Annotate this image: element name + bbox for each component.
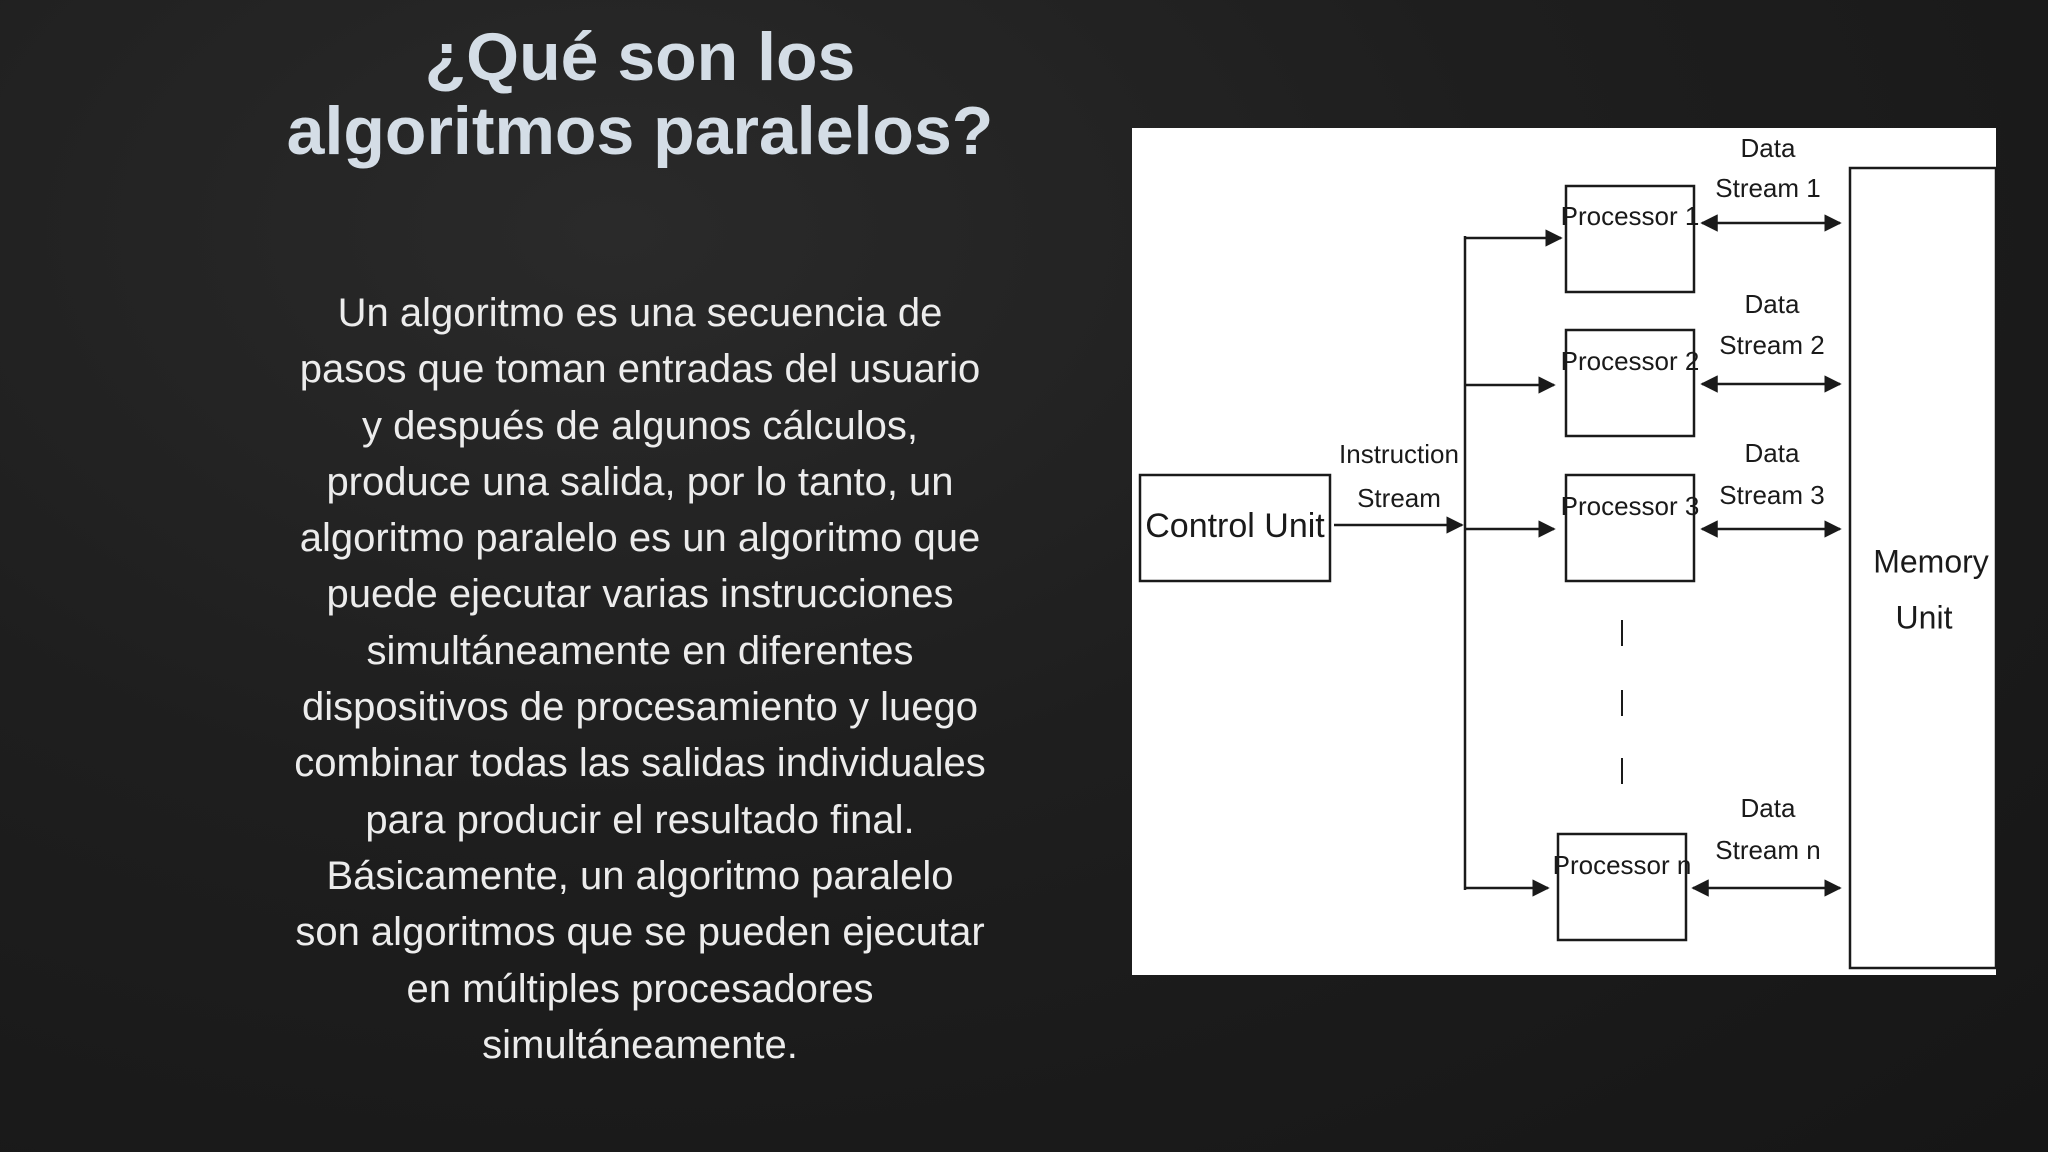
data-stream-3-label: Stream 3: [1719, 479, 1825, 510]
memory-unit-label: Memory: [1873, 543, 1989, 580]
data-stream-1-label: Data: [1740, 132, 1796, 163]
data-stream-n-label: Stream n: [1715, 834, 1821, 865]
processor-n-label: Processor n: [1552, 849, 1692, 880]
data-stream-2-label: Stream 2: [1719, 329, 1825, 360]
data-stream-3-label: Data: [1744, 437, 1800, 468]
body-line: pasos que toman entradas del usuario: [299, 347, 981, 392]
body-line: Básicamente, un algoritmo paralelo: [326, 853, 954, 898]
parallel-architecture-diagram: [1132, 128, 1996, 975]
control-unit-label: Control Unit: [1145, 506, 1325, 545]
slide-title: [240, 20, 1040, 168]
body-line: algoritmo paralelo es un algoritmo que: [299, 516, 981, 561]
body-line: en múltiples procesadores: [406, 966, 874, 1011]
data-stream-2-label: Data: [1744, 288, 1800, 319]
body-line: puede ejecutar varias instrucciones: [326, 572, 954, 617]
memory-unit-label: Unit: [1895, 599, 1953, 636]
title-line: ¿Qué son los: [424, 19, 856, 95]
body-line: simultáneamente.: [482, 1022, 798, 1067]
diagram-svg: [1132, 128, 1996, 975]
data-stream-1-label: Stream 1: [1715, 172, 1821, 203]
instruction-stream-label: Instruction: [1339, 438, 1459, 469]
body-line: simultáneamente en diferentes: [366, 628, 914, 673]
processor-2-label: Processor 2: [1560, 345, 1700, 376]
processor-1-label: Processor 1: [1560, 200, 1700, 231]
body-line: y después de algunos cálculos,: [362, 403, 918, 448]
body-line: para producir el resultado final.: [365, 797, 915, 842]
processor-3-label: Processor 3: [1560, 490, 1700, 521]
body-line: Un algoritmo es una secuencia de: [337, 291, 943, 335]
body-line: son algoritmos que se pueden ejecutar: [295, 910, 985, 955]
body-line: combinar todas las salidas individuales: [294, 741, 986, 786]
data-stream-n-label: Data: [1740, 792, 1796, 823]
title-line: algoritmos paralelos?: [286, 93, 994, 169]
body-line: produce una salida, por lo tanto, un: [326, 459, 954, 504]
body-paragraph: [255, 285, 1025, 1073]
instruction-stream-label: Stream: [1357, 482, 1441, 513]
body-line: dispositivos de procesamiento y luego: [302, 685, 978, 730]
